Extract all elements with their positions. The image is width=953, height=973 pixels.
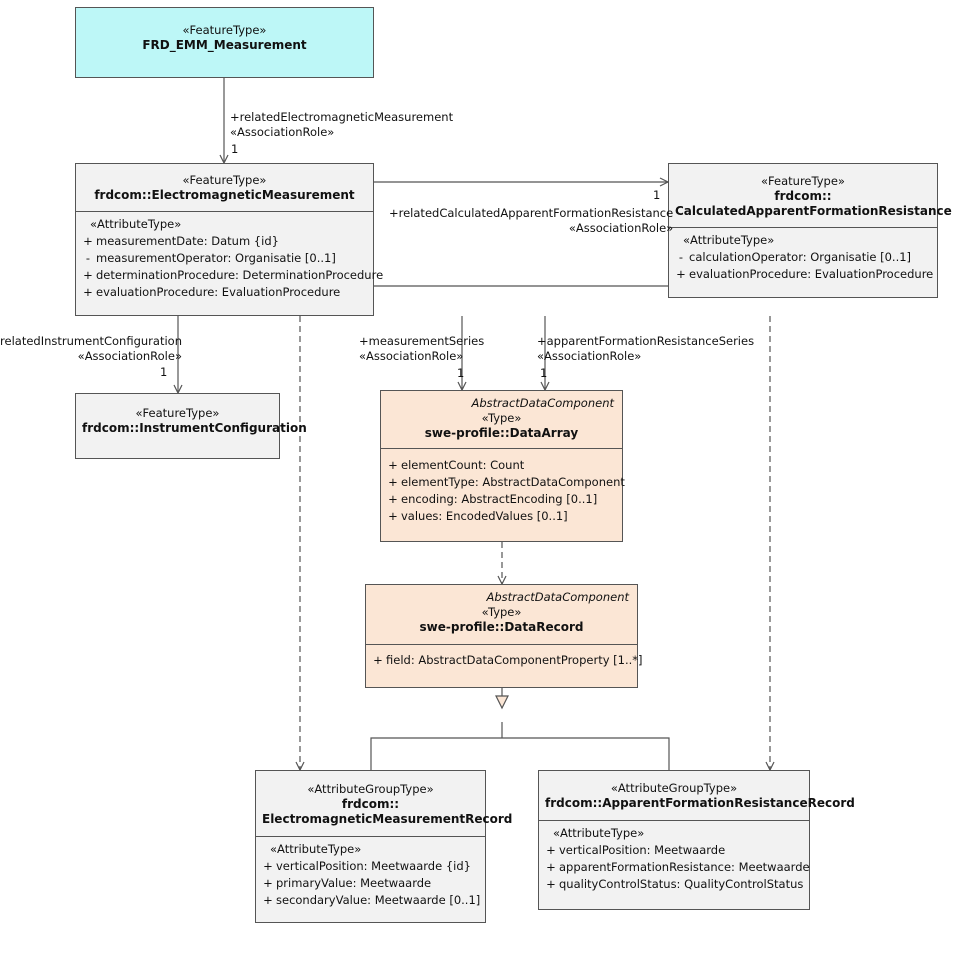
edge-label-related-electromagnetic-measurement	[230, 110, 453, 140]
class-apparentformationresistancerecord[interactable]	[538, 770, 855, 910]
class-name: swe-profile::DataArray	[424, 426, 579, 440]
class-dataarray[interactable]	[380, 390, 623, 542]
attribute-text: elementType: AbstractDataComponent	[401, 475, 625, 489]
attribute-text: elementCount: Count	[401, 458, 525, 472]
class-name-line2: CalculatedApparentFormationResistance	[675, 204, 952, 218]
multiplicity: 1	[653, 188, 661, 202]
role-name: +apparentFormationResistanceSeries	[537, 334, 755, 348]
visibility: +	[388, 492, 398, 506]
role-stereotype: «AssociationRole»	[537, 349, 642, 363]
role-name: +relatedElectromagneticMeasurement	[230, 110, 454, 124]
attribute-row	[80, 267, 384, 284]
attribute-row	[543, 859, 810, 876]
attribute-text: secondaryValue: Meetwaarde [0..1]	[276, 893, 481, 907]
class-stereotype: «AttributeGroupType»	[610, 781, 738, 795]
attribute-text: calculationOperator: Organisatie [0..1]	[689, 250, 912, 264]
multiplicity: 1	[540, 366, 548, 380]
visibility: +	[388, 509, 398, 523]
attribute-text: determinationProcedure: DeterminationProcedure	[96, 268, 384, 282]
visibility: +	[388, 475, 398, 489]
attribute-row	[80, 250, 369, 267]
class-name: frdcom::ElectromagneticMeasurement	[94, 188, 355, 202]
attribute-text: field: AbstractDataComponentProperty [1..*]	[386, 653, 643, 667]
role-name: +relatedCalculatedApparentFormationResistance	[389, 206, 674, 220]
attribute-group-label: «AttributeType»	[90, 217, 182, 231]
class-stereotype: «FeatureType»	[182, 173, 267, 187]
attribute-row	[385, 491, 618, 508]
attribute-text: measurementDate: Datum {id}	[96, 234, 279, 248]
attribute-text: evaluationProcedure: EvaluationProcedure	[96, 285, 341, 299]
attribute-text: encoding: AbstractEncoding [0..1]	[401, 492, 598, 506]
class-name: frdcom::	[341, 797, 400, 811]
attribute-text: measurementOperator: Organisatie [0..1]	[96, 251, 336, 265]
attribute-row	[543, 842, 805, 859]
multiplicity: 1	[457, 366, 465, 380]
role-stereotype: «AssociationRole»	[230, 125, 335, 139]
class-stereotype: «FeatureType»	[182, 23, 267, 37]
role-stereotype: «AssociationRole»	[77, 349, 182, 363]
visibility: +	[546, 843, 556, 857]
visibility: +	[263, 893, 273, 907]
class-electromagneticmeasurementrecord[interactable]	[255, 770, 513, 923]
class-stereotype: «FeatureType»	[135, 406, 220, 420]
visibility: -	[678, 250, 684, 264]
attribute-row	[260, 892, 481, 909]
edge-label-related-calculated-apparent-formation-resistance	[389, 206, 673, 236]
edge-label-related-instrument-configuration	[0, 334, 182, 364]
attribute-row	[80, 233, 369, 250]
class-electromagneticmeasurement[interactable]	[75, 163, 384, 316]
role-name: +measurementSeries	[359, 334, 485, 348]
class-name-line2: ElectromagneticMeasurementRecord	[262, 812, 513, 826]
visibility: +	[546, 877, 556, 891]
visibility: +	[263, 859, 273, 873]
role-stereotype: «AssociationRole»	[359, 349, 464, 363]
attribute-row	[673, 266, 933, 283]
attribute-row	[385, 457, 618, 474]
attribute-group-label: «AttributeType»	[270, 842, 362, 856]
visibility: +	[83, 234, 93, 248]
attribute-row	[385, 508, 618, 525]
class-stereotype: «AttributeGroupType»	[307, 782, 434, 796]
attribute-text: qualityControlStatus: QualityControlStatus	[559, 877, 804, 891]
class-calculatedapparentformationresistance[interactable]	[668, 163, 952, 298]
attribute-row	[385, 474, 625, 491]
class-stereotype: «FeatureType»	[761, 174, 845, 188]
attribute-row	[80, 284, 369, 301]
attribute-row	[260, 875, 481, 892]
class-name: frdcom::	[774, 189, 832, 203]
attribute-text: primaryValue: Meetwaarde	[276, 876, 432, 890]
class-instrumentconfiguration[interactable]	[75, 393, 307, 459]
edge-label-measurement-series	[359, 334, 484, 364]
visibility: +	[83, 285, 93, 299]
edge-label-apparent-formation-resistance-series	[537, 334, 754, 364]
attribute-text: evaluationProcedure: EvaluationProcedure	[689, 267, 934, 281]
attribute-row	[543, 876, 805, 893]
role-stereotype: «AssociationRole»	[568, 221, 674, 235]
class-stereotype: «Type»	[481, 411, 522, 425]
attribute-row	[260, 858, 481, 875]
visibility: +	[546, 860, 556, 874]
class-stereotype-top: AbstractDataComponent	[471, 396, 614, 410]
attribute-text: verticalPosition: Meetwaarde	[559, 843, 726, 857]
class-name: swe-profile::DataRecord	[419, 620, 584, 634]
attribute-text: verticalPosition: Meetwaarde {id}	[276, 859, 471, 873]
class-stereotype: «Type»	[481, 605, 522, 619]
visibility: +	[263, 876, 273, 890]
attribute-text: apparentFormationResistance: Meetwaarde	[559, 860, 810, 874]
visibility: -	[85, 251, 91, 265]
visibility: +	[373, 653, 383, 667]
class-name: frdcom::ApparentFormationResistanceRecord	[545, 796, 855, 810]
attribute-text: values: EncodedValues [0..1]	[401, 509, 568, 523]
class-name: FRD_EMM_Measurement	[142, 38, 307, 52]
visibility: +	[83, 268, 93, 282]
class-stereotype-top: AbstractDataComponent	[486, 590, 629, 604]
attribute-row	[673, 249, 933, 266]
multiplicity: 1	[231, 142, 239, 156]
visibility: +	[676, 267, 686, 281]
role-name: relatedInstrumentConfiguration	[0, 334, 182, 348]
class-frd-emm-measurement[interactable]	[75, 7, 374, 78]
attribute-group-label: «AttributeType»	[553, 826, 645, 840]
attribute-group-label: «AttributeType»	[683, 233, 775, 247]
attribute-row	[370, 652, 643, 669]
class-datarecord[interactable]	[365, 584, 643, 688]
multiplicity: 1	[160, 365, 168, 379]
class-name: frdcom::InstrumentConfiguration	[82, 421, 307, 435]
visibility: +	[388, 458, 398, 472]
